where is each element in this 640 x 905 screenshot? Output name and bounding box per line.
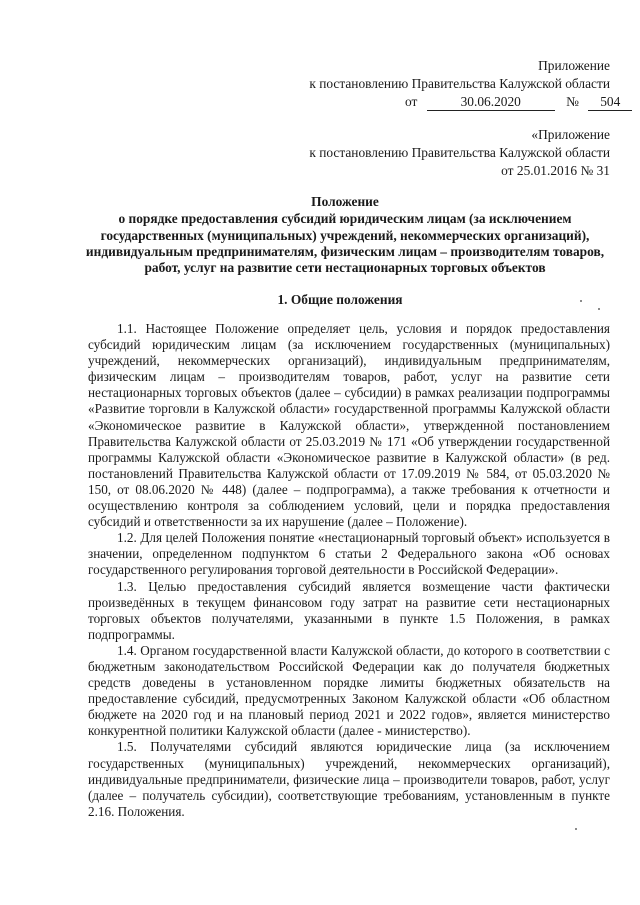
paragraph-1-5: 1.5. Получателями субсидий являются юридические лица (за исключением государственных (муниципальных) учреждений, некоммерческих организаций), индивидуальные предприниматели, физические лица – производители товаров, работ, услуг (далее – получатель субсидии), соответствующие требованиям, установленным в пункте 2.16. Положения. [88, 739, 610, 819]
document-subtitle-line-2: государственных (муниципальных) учреждений, некоммерческих организаций), [100, 228, 590, 243]
date-field: 30.06.2020 [427, 94, 555, 111]
paragraph-1-4: 1.4. Органом государственной власти Калужской области, до которого в соответствии с бюджетным законодательством Российской Федерации как до получателя бюджетных средств доведены в установленном порядке лимиты бюджетных обязательств на предоставление субсидий, предусмотренных Законом Калужской области «Об областном бюджете на 2020 год и на плановый период 2021 и 2022 годов», является министерство конкурентной политики Калужской области (далее - министерство). [88, 642, 610, 739]
document-title: Положение [311, 194, 379, 209]
section-heading: 1. Общие положения [277, 292, 403, 307]
document-subtitle-line-3: индивидуальным предпринимателям, физическим лицам – производителям товаров, [85, 244, 605, 259]
document-subtitle-line-1: о порядке предоставления субсидий юридическим лицам (за исключением [118, 211, 572, 226]
scan-speck [580, 300, 582, 302]
appendix-label: Приложение [538, 58, 610, 73]
original-resolution-date: от 25.01.2016 № 31 [501, 163, 610, 178]
number-label: № [566, 94, 579, 109]
original-resolution-ref: к постановлению Правительства Калужской области [309, 145, 610, 160]
body-text [88, 321, 610, 820]
from-label: от [405, 94, 418, 109]
scan-speck [575, 828, 577, 830]
paragraph-1-2: 1.2. Для целей Положения понятие «нестационарный торговый объект» используется в значении, определенном подпунктом 6 статьи 2 Федерального закона «Об основах государственного регулирования торговой деятельности в Российской Федерации». [88, 530, 610, 578]
scan-speck [598, 308, 600, 310]
original-appendix-label: «Приложение [531, 127, 610, 142]
number-field: 504 [588, 94, 632, 111]
paragraph-1-1: 1.1. Настоящее Положение определяет цель, условия и порядок предоставления субсидий юридическим лицам (за исключением государственных (муниципальных) учреждений, некоммерческих организаций), индивидуальным предпринимателям, физическим лицам – производителям товаров, работ, услуг на развитие сети нестационарных торговых объектов (далее – субсидии) в рамках реализации подпрограммы «Развитие торговли в Калужской области» государственной программы Калужской области «Экономическое развитие в Калужской области», утвержденной постановлением Правительства Калужской области от 25.03.2019 № 171 «Об утверждении государственной программы Калужской области «Экономическое развитие в Калужской области» (в ред. постановлений Правительства Калужской области от 17.09.2019 № 584, от 05.03.2020 № 150, от 08.06.2020 № 448) (далее – подпрограмма), а также требования к отчетности и осуществлению контроля за соблюдением условий, цели и порядка предоставления субсидий и ответственности за их нарушение (далее – Положение). [88, 321, 610, 530]
paragraph-1-3: 1.3. Целью предоставления субсидий является возмещение части фактически произведённых в текущем финансовом году затрат на развитие сети нестационарных торговых объектов получателями, указанными в пункте 1.5 Положения, в рамках подпрограммы. [88, 578, 610, 642]
document-subtitle-line-4: работ, услуг на развитие сети нестационарных торговых объектов [144, 260, 546, 275]
appendix-date-row [405, 94, 632, 111]
appendix-resolution-ref: к постановлению Правительства Калужской области [309, 76, 610, 91]
